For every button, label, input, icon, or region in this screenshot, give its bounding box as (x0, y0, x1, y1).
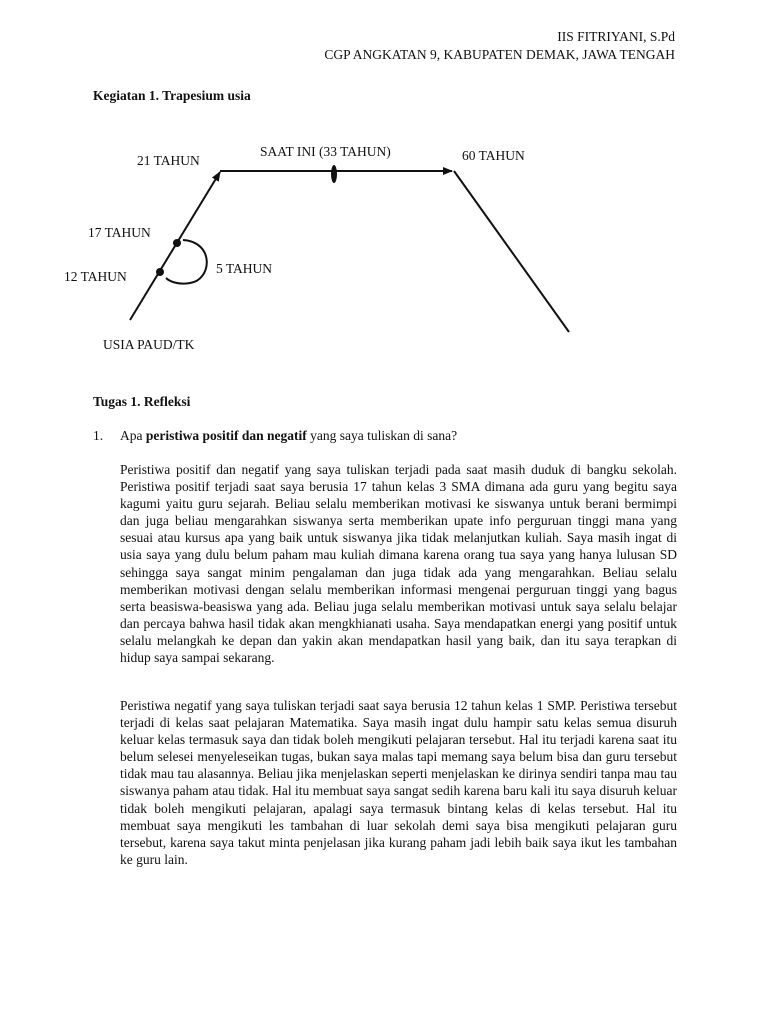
paragraph-negative: Peristiwa negatif yang saya tuliskan terjadi saat saya berusia 12 tahun kelas 1 SMP. Peristiwa tersebut terjadi di kelas saat pelajaran Matematika. Saya masih ingat dulu hampir satu kelas semua disuruh keluar kelas termasuk saya dan tidak boleh mengikuti pelajaran tersebut. Hal itu terjadi karena saat itu belum selesei menyeleseikan tugas, bukan saya malas tapi memang saya belum bisa dan guru tersebut tidak mau tau alasannya. Beliau jika menjelaskan seperti menjelaskan ke dirinya sendiri tanpa mau tau siswanya paham atau tidak. Hal itu membuat saya sangat sedih karena baru kali itu saya disuruh keluar tidak boleh mengikuti pelajaran, apalagi saya termasuk bintang kelas di kelas tersebut. Hal itu membuat saya mengikuti les tambahan di luar sekolah demi saya bisa mengikuti pelajaran guru tersebut, karena saya takut minta penjelasan jika kurang paham jadi lebih baik saya ikut les tambahan ke guru lain. (120, 698, 677, 867)
current-age-marker (331, 165, 337, 183)
span-bracket (166, 240, 207, 284)
question-number: 1. (93, 428, 104, 443)
age-trapezoid-diagram (0, 130, 768, 365)
question-suffix: yang saya tuliskan di sana? (306, 428, 458, 443)
descending-line (454, 171, 569, 332)
age12-dot (156, 268, 164, 276)
label-saat-ini: SAAT INI (33 TAHUN) (260, 144, 391, 159)
author-name: IIS FITRIYANI, S.Pd (557, 29, 675, 44)
tugas-title: Tugas 1. Refleksi (93, 394, 191, 409)
age17-dot (173, 239, 181, 247)
paragraph-positive: Peristiwa positif dan negatif yang saya tuliskan terjadi pada saat masih duduk di bangku sekolah. Peristiwa positif terjadi saat saya berusia 17 tahun kelas 3 SMA dimana ada guru yang begitu saya kagumi yaitu guru sejarah. Beliau selalu memberikan motivasi ke siswanya untuk berani bermimpi dan juga beliau mengarahkan siswanya serta memberikan upate info perguruan tinggi mana yang sesuai atau kursus apa yang baik untuk siswanya jika tidak melanjutkan kuliah. Saya masih ingat di usia saya yang dulu belum paham mau kuliah dimana karena orang tua saya yang hanya lulusan SD sehingga saya sangat minim pengalaman dan juga tidak ada yang mengarahkan. Beliau selalu memberikan motivasi dengan selalu memberikan informasi mengenai perguruan tinggi yang bagus serta beasiswa-beasiswa yang ada. Beliau juga selalu memberikan motivasi untuk saya selalu belajar dan percaya bahwa hasil tidak akan mengkhianati usaha. Saya mendapatkan energi yang positif untuk selalu melangkah ke depan dan yakin akan mendapatkan hasil yang baik, dan itu saya terapkan di hidup saya sampai sekarang. (120, 462, 677, 666)
label-5-tahun: 5 TAHUN (216, 261, 273, 276)
question-bold: peristiwa positif dan negatif (145, 428, 307, 443)
question-1 (93, 428, 678, 444)
label-paud: USIA PAUD/TK (103, 337, 195, 352)
question-prefix: Apa (120, 428, 146, 443)
label-21-tahun: 21 TAHUN (137, 153, 200, 168)
kegiatan-title: Kegiatan 1. Trapesium usia (93, 88, 251, 103)
page-header (324, 28, 675, 64)
label-17-tahun: 17 TAHUN (88, 225, 151, 240)
label-12-tahun: 12 TAHUN (64, 269, 127, 284)
label-60-tahun: 60 TAHUN (462, 148, 525, 163)
author-affiliation: CGP ANGKATAN 9, KABUPATEN DEMAK, JAWA TENGAH (324, 47, 675, 62)
